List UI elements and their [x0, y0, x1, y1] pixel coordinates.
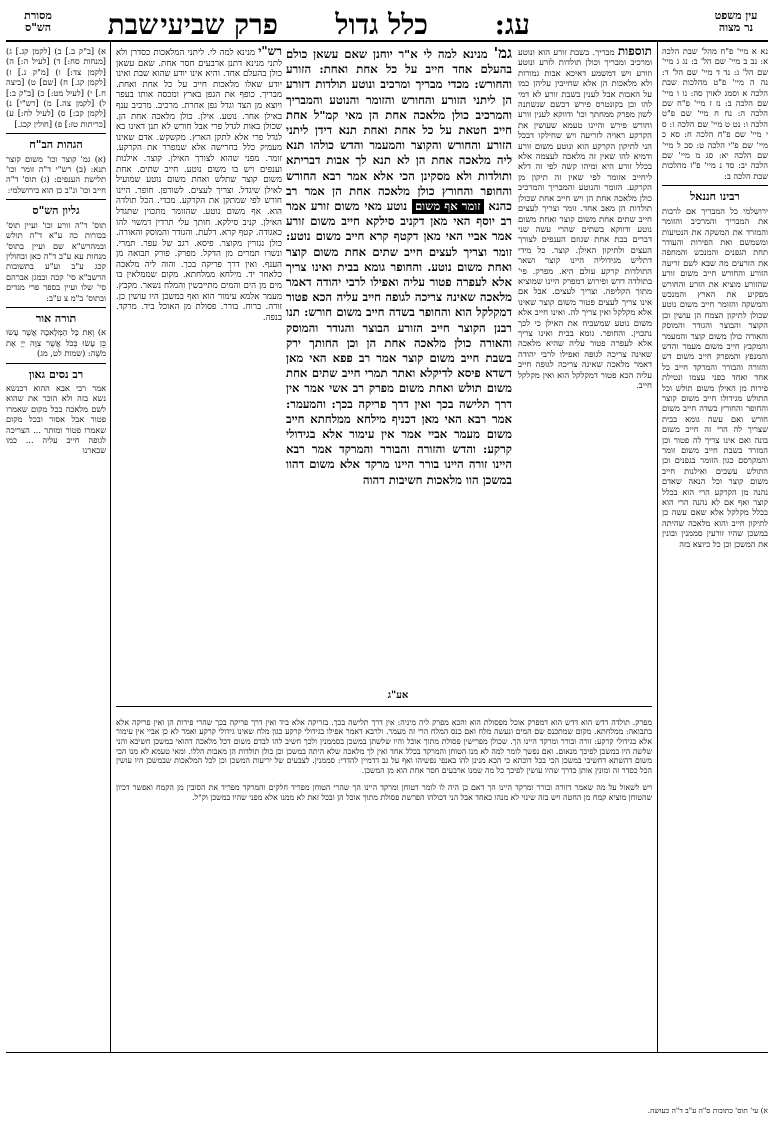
rashi-heading: רש"י	[258, 46, 282, 58]
gemara-end-marker: אע"ג	[387, 690, 409, 701]
left-margin	[6, 46, 106, 1046]
ein-mishpat-label: עין משפט נר מצוה	[714, 9, 758, 34]
chapter-title: כלל גדול	[335, 8, 428, 41]
gilyon-text: תוס' ד"ה זורע וכו' ועיין תוס' בכורות כה ע"א ד"ה תולש ובמהרש"א שם ועיין בתוס' מנחות עא ע"ב ד"ה כאן ובחולין קכג ע"ב וע"ע בתשובות הרשב"א סי' קכה ובמגן אברהם סי' שלו ועיין בספר פרי מגדים ובתוס' ב"מ צ ע"ב:	[6, 219, 106, 303]
rashi-column	[116, 46, 282, 686]
gemara-opening: גמ'	[493, 46, 512, 62]
footnote	[6, 1106, 768, 1120]
highlighted-phrase[interactable]: זומר אף משום	[412, 199, 484, 214]
rabbeinu-chananel-text: ירושלמי כל המבריך אם לרבות את המבריך והמרכיב והזומר והמזרד את המשקה את הנטיעות ומשמשם ואת הפירות והעודר תחת הגפנים והמנכש והמחפה את הזרעים מה שבא לשם זריעה הזורע והחורש חייב משום זורע שהזורע מוציא את הזרע והחורש מפקיע את הארץ והמנכש והמשקה והזומר חייב משום נוטע שכולן לתיקון הצמח הן עושין וכן הקוצר והבוצר והגודר והמוסק והאורה כולן משום קוצר והמעמר והמקבץ חייב משום מעמר והדש והמנפץ והמפרק חייב משום דש והזורה והבורר והמרקד חייב כל אחד ואחד בפני עצמו ונטילת פירות מן האילן משום תולש וכל התולש מגידולו חייב משום קוצר והחופר והחורץ בשדה חייב משום חורש ואם עשה גומא בבית שצריך לה הרי זה חייב משום בונה ואם אינו צריך לה פטור וכן המזרד בשבת חייב משום זומר והמקרסם כגון הזומר בגפנים וכן התולש עשבים ואילנות חייב משום קוצר וכל הנאה שאדם נהנה מן הקרקע הרי הוא בכלל קוצר ואף אם לא נהנה הרי הוא בכלל מקלקל אלא שאם עשה כן לתיקון חייב והוא מלאכה שהיתה במשכן שהיו זורעין סממנין ובונין את המשכן וכן כל כיוצא בזה	[662, 205, 768, 549]
masoret-text: א) [ב"ק ב.] ב) [לקמן קג.] ג) [מנחות סח:] ד) [לעיל ה:] ה) [לקמן צד:] ו) [מ"ק ג.] ז) [לקמן קג.] ח) [שם] ט) [ביצה ח.] י) [לעיל מט:] כ) [ב"ק ב:] ל) [לקמן צה.] מ) [רש"י] נ) [לקמן קב:] ס) [לעיל לח:] ע) [כריתות טז:] פ) [חולין קכג.]	[6, 46, 106, 129]
gemara-text: מנינא למה לי א"ר יוחנן שאם עשאן כולם בהעלם אחד חייב על כל אחת ואחת: הזורע והחורש: מכדי מבריך ומרכיב ונוטע תולדות דזורע הן ליתני הזורע והחורש והזומר והנוטע והמבריך והמרכיב כולן מלאכה אחת הן מאי קמ"ל אחת חייב חטאת על כל אחת ואחת תנא דידן ליתני הזורע והחורש והקוצר והמעמר והדש כולהו תנא ליה מלאכה אחת הן לא תנא לך אבות דבריתא ותולדות ולא מסקינן הכי אלא אמר רבא החורש והחופר והחורץ כולן מלאכה אחת הן אמר רב כהנא	[286, 47, 512, 214]
gemara-text-continued: נוטע מאי משום זורע אמר רב יוסף האי מאן דקניב סילקא חייב משום זורע אמר אביי האי מאן דקטף קרא חייב משום נוטע: זומר וצריך לעצים חייב שתים אחת משום קוצר ואחת משום נוטע. והחופר גומא בבית ואינו צריך אלא לעפרה פטור עליה ואפילו לרבי יהודה דאמר מלאכה שאינה צריכה לגופה חייב עליה הכא פטור דמקלקל הוא והחופר בשדה חייב משום חורש: תנו רבנן הקוצר חייב הזורע הבוצר והגודר והמוסק והאורה כולן מלאכה אחת הן וכן החותך ירק בשבת חייב משום קוצר אמר רב פפא האי מאן דשדא פיסא לדיקלא ואתר תמרי חייב שתים אחת משום תולש ואחת משום מפרק רב אשי אמר אין דרך תלישה בכך ואין דרך פריקה בכך: והמעמר: אמר רבא האי מאן דכניף מילחא ממלחתא חייב משום מעמר אביי אמר אין עימור אלא בגידולי קרקע: והדש והזורה והבורר והמרקד אמר רבא היינו זורה היינו בורר היינו מרקד אלא משום דהוו במשכן הוו מלאכות חשיבות דהוה	[286, 199, 512, 487]
ein-mishpat-text: נא א מיי' פ"ח מהל' שבת הלכה א: נב ב מיי' שם הל' ב: נג ג מיי' שם הל' ג: נד ד מיי' שם הל' ד: נה ה מיי' פ"ט מהלכות שבת הלכה א וסמג לאוין סה: נו ו מיי' שם הלכה ב: נז ז מיי' פ"ח שם הלכה ה: נח ח מיי' שם פ"ט הלכה ו: נט ט מיי' שם הלכה ז: ס י מיי' שם פ"ח הלכה ח: סא כ מיי' שם פ"י הלכה ט: סב ל מיי' שם הלכה יא: סג מ מיי' שם הלכה יב: סד נ מיי' פ"ז מהלכות שבת הלכה ב:	[662, 46, 768, 181]
tosafot-column	[518, 46, 652, 686]
nissim-gaon-title: רב נסים גאון	[28, 367, 84, 381]
tosafot-text: מבריך. בשבת זורע הוא ונוטע ומרכיב ומבריך וכולן תולדות לזרע ונוטע וזורע ויש דמשמע דאיכא אבות גמורות ולא מלאכות הן אלא שחייבין עליהן כמו על האבות אבל לענין בשבת זורע לא דמי להו וכן בקונטרס פירש דכשם שנשתנה לשון מפרק ממחתך וכו' ודווקא לענין זורע וחורש פירש והיינו טעמא שעושין את הקרקע ראויה לזריעה ויש שחילקו דבכל הני לתיקון הקרקע הוא ונוטע משום זורע ודמיא להו שאין זה מלאכה לעצמה אלא בכלל זורע היא ומיהו קשה לפי זה דלא ליחייב אזומר לפי שאין זה תיקון מן הקרקע. הזומר והנוטע והמבריך והמרכיב כולן מלאכה אחת הן ויש חייב אחת שכולן תולדות הן מאב אחד. זומר וצריך לעצים חייב שתים אחת משום קוצר ואחת משום נוטע ודווקא בשתים שהרי עשה שני דברים בבת אחת שגוזם הענפים לצורך העצים ולתיקון האילן. קוצר. כל מידי דתליש מגידוליה היינו קוצר ושאר התולדות קרקע עולם היא. מפרק. פי' בתולדה דדש ופירוש דמפרק היינו שמוציא מתוך הקליפה. וצריך לעצים. אבל אם אינו צריך לעצים פטור משום קוצר שאינו אלא מקלקל ואין צריך לה. ואינו חייב אלא משום נוטע שמשביח את האילן כי לכך נתכוין. והחופר. גומא בבית ואינו צריך אלא לעפרה פטור עליה שהיא מלאכה שאינה צריכה לגופה ואפילו לרבי יהודה דאמר מלאכה שאינה צריכה לגופה חייב עליה הכא פטור דמקלקל הוא ואין מקלקל חייב.	[518, 47, 652, 390]
gilyon-title: גליון הש"ס	[32, 204, 80, 218]
footnote-text: עי' תוס' כתובות ס"ה ע"ב ד"ה כעושה.	[647, 1106, 759, 1115]
gemara-column	[286, 46, 512, 686]
divider-line	[657, 42, 658, 1052]
footnote-marker: א)	[760, 1106, 768, 1115]
bottom-commentary	[116, 710, 652, 918]
perek-title: פרק שביעי	[160, 8, 278, 41]
divider-line	[110, 42, 111, 1052]
divider-line	[116, 706, 652, 707]
hagahot-text: (א) גמ' קוצר וכו' משום קוצר תנא: (ב) רש"י ד"ה זומר וכו' תלישת הענפים: (ג) תוס' ד"ה חייב וכו' ונ"ב כן הוא בירושלמי:	[6, 153, 106, 195]
torah-or-title: תורה אור	[35, 311, 77, 325]
rabbeinu-chananel-title: רבינו חננאל	[690, 190, 740, 204]
tractate-name: שבת	[107, 8, 158, 41]
divider-line	[6, 1052, 768, 1053]
daf-number: עג:	[494, 8, 530, 41]
nissim-gaon-text: אמר רבי אבא ההוא דכנשא נשא בזה ולא הוכר את שהוא לשם מלאכה בכל מקום שאמרו פטור אבל אסור ובכל מקום שאמרו פטור ומותר ... הצריכה לגופה חייב עליה ... כמו שבארנו	[6, 382, 106, 456]
page-header	[6, 6, 768, 42]
torah-or-text: א) וְאֵת כָּל הַמְּלָאכָה אֲשֶׁר עָשׂוּ כֵּן עָשׂוּ כְּכֹל אֲשֶׁר צִוָּה יְיָ אֶת מֹשֶׁה: (שמות לט, מג)	[6, 327, 106, 359]
rashi-text: מנינא למה לי. ליתני המלאכות כסדרן ולא לתני מנינא דתנן ארבעים חסר אחת. שאם עשאן כולן בהעלם אחד. והיא אינו יודע שהוא שבת ואינו יודע שאלו מלאכות חייב על כל אחת ואחת. מבריך. כופף את הגפן בארץ ומכסה אותו בעפר ויוצא מן הצד וגדל גפן אחרת. מרכיב. מרכיב ענף באילן אחר. נוטע. אילן. כולן מלאכה אחת הן. שכולן באות לגדל פרי אבל חורש לא תנן דאינו בא לגדל פרי אלא לתקן הארץ. מקשקש. אדם שאינו מעמיק כלל בחרישה אלא שמפרר את הקרקע. זומר. מפני שהוא לצורך האילן. קוצר. אילנות וענפים ויש בו משום נוטע. חייב שתים. אחת משום קוצר שתלש ואחת משום נוטע שמועיל לאילן שיגדל. וצריך לעצים. לשורפן. חופר. היינו חורש לפי שמתקן את הקרקע. מכדי. הכל תולדה הוא. אף משום נוטע. שהזומר מתכוין שתגדל האילן. קניב סילקא. חותך עלי תרדין דמשוי להו כאגודה. קטף קרא. דלעת. והגודר והמוסק והאורה. כולן נגזרין מקוצר. פיסא. רגב של עפר. תמרי. ונשרו תמרים מן הדקל. מפרק. פורק תבואה מן הענף. ואין דרך פריקה בכך. והוה ליה מלאכה כלאחר יד. מילחא ממלחתא. מקום שממלאין בו מים מן הים והמים מתייבשין והמלח נשאר. מקבץ. מעמר אלמא עימור הוא ואף במשכן היו עושין כן. זורה. ברוח. בורר. פסולת מן האוכל ביד. מרקד. בנפה.	[116, 48, 282, 323]
right-margin	[662, 46, 768, 1046]
bottom-commentary-text-2: ויש לשאול על מה שאמר דזורה ובורר ומרקד היינו הך דאם כן היה לו לומר דטוחן ומרקד היינו הך שהרי הטוחן מפריד חלקים והמרקד מפריד את הסובין מן הקמח ואפשר דכיון שהטוחן מוציא קמח מן החטה ויש בזה שינוי לא מנהו כאחד אבל הני דכולהו הפרשת פסולת מתוך אוכל הן ובכל זאת לא ממנו אלא מפני שהיו במשכן וק"ל.	[116, 783, 652, 802]
hagahot-title: הגהות הב"ח	[29, 138, 83, 152]
talmud-page	[6, 6, 768, 1122]
tosafot-heading: תוספות	[617, 46, 652, 58]
masoret-label: מסורת הש"ס	[24, 9, 52, 34]
bottom-commentary-text: מפרק. תולדה דדש הוא דדש הוא דמפרק אוכל מפסולת הוא והכא מפרק ליה מיניה: אין דרך תלישה בכך. בזריקה אלא ביד ואין דרך פריקה בכך שהרי פירות הן ואין פריקה אלא בתבואה: ממלחתא. מקום שמתכנס שם המים ונעשה מלח ואם כנס המלח הרי זה מעמר. ולרבא דאמר אפילו בגידולי קרקע כגון מלח שאינו גידולי קרקע ואמר לא כן אביי אין עימור אלא בגידולי קרקע: זורה ובורר ומרקד היינו הך. שכולן מפרישין פסולת מתוך אוכל והיו שלשתן במשכן בסממנין ולכך חשיב להו לבדם משום דכל מלאכה דהואי במשכן חשיבא והני שלשה היו במשכן לפיכך מנאום. ואם נפשך לומר למה לא מנו הטוחן והמרקד בכלל אחד ואין לך מלאכה שלא היתה במשכן וכן כולן תולדות הן מאבות הללו. ומאי טעמא לא מנו הכי משום דהשתא דחשיבי במשכן הכי בכל דוכתא כי הכא מנינן להו באנפי נפשיהו ואף על גב דדמיין להדדי: סממנין. לצבעים של יריעות המשכן וכן לכל המלאכות שבמשכן היו עושין הכל כסדר זה ומונין אותן כדרך שהיו עושין לפיכך כל מה שמנו ארבעים חסר אחת הוא מן המשכן.	[116, 717, 652, 775]
